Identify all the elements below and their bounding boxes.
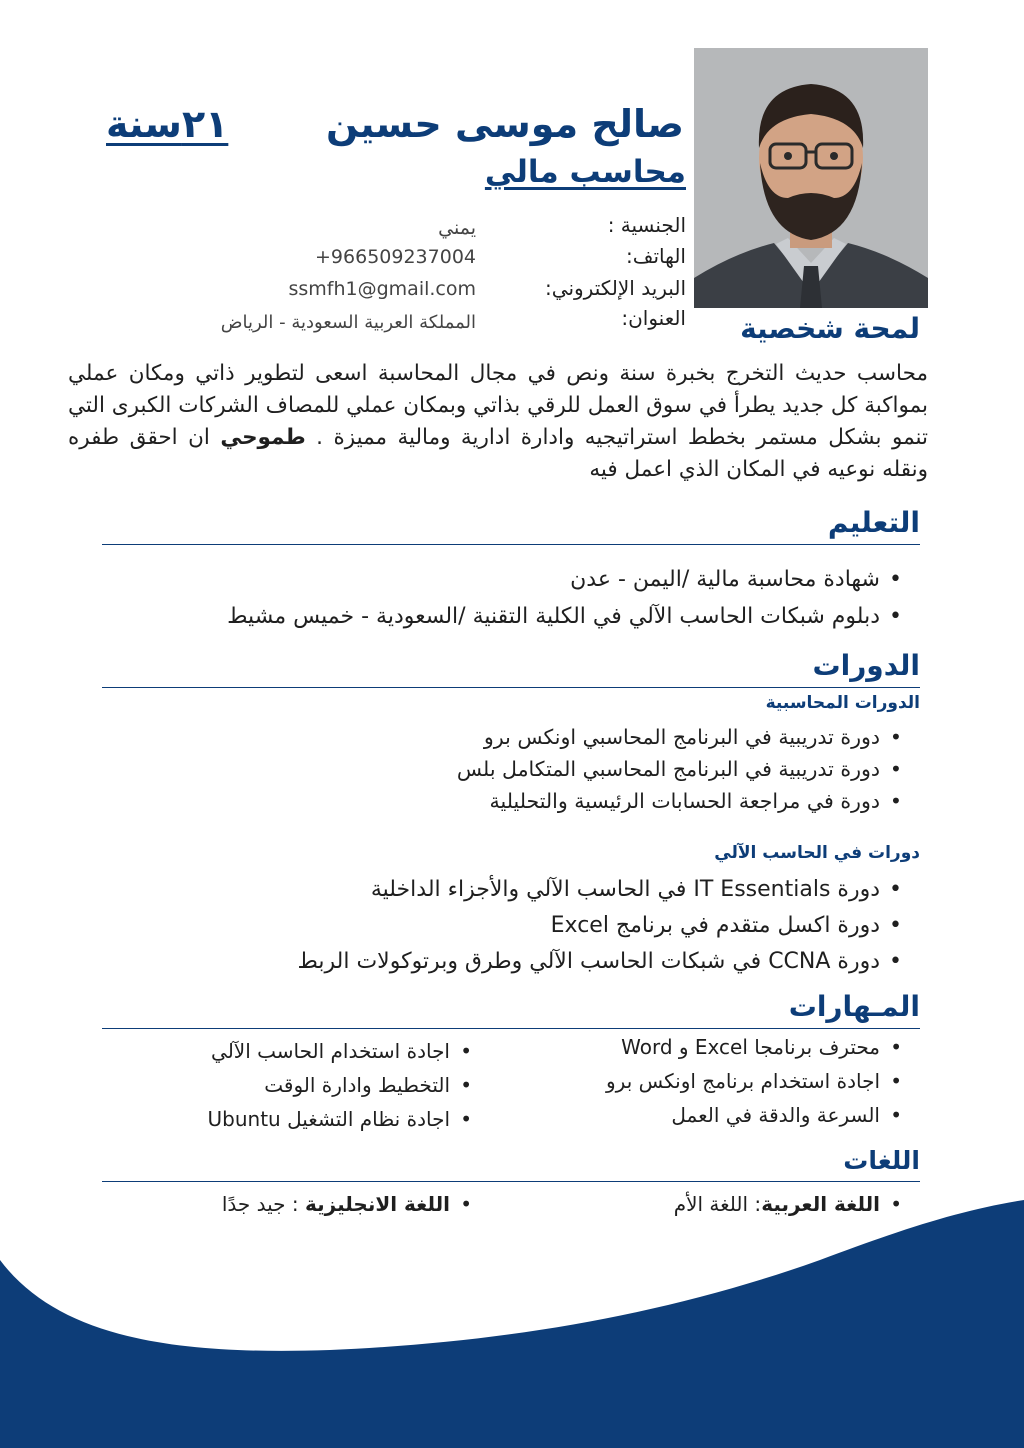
education-title: التعليم	[827, 506, 920, 539]
computer-courses-list	[298, 872, 906, 980]
language-name: اللغة العربية	[761, 1192, 880, 1216]
candidate-name: صالح موسى حسين	[325, 102, 684, 146]
language-level: جيد جدًا	[221, 1192, 286, 1216]
skills-divider	[102, 1028, 920, 1029]
languages-title: اللغات	[843, 1146, 920, 1175]
job-title: محاسب مالي	[484, 154, 686, 190]
nationality-value: يمني	[438, 217, 476, 239]
skill-item: • اجادة استخدام الحاسب الآلي	[208, 1034, 476, 1068]
skill-item: • التخطيط وادارة الوقت	[208, 1068, 476, 1102]
summary-text-after: ان احقق طفره ونقله نوعيه في المكان الذي اعمل فيه	[68, 425, 928, 482]
phone-value: +966509237004	[315, 246, 476, 268]
skills-list-left	[208, 1034, 476, 1136]
footer-wave	[0, 1190, 1024, 1448]
candidate-age: ٢١سنة	[106, 102, 229, 146]
summary-title: لمحة شخصية	[740, 312, 920, 345]
accounting-courses-list	[457, 721, 906, 817]
skill-item: • اجادة استخدام برنامج اونكس برو	[606, 1064, 906, 1098]
education-divider	[102, 544, 920, 545]
education-list	[227, 561, 906, 635]
course-item: • دورة CCNA في شبكات الحاسب الآلي وطرق وبرتوكولات الربط	[298, 944, 906, 980]
course-item: • دورة تدريبية في البرنامج المحاسبي المتكامل بلس	[457, 753, 906, 785]
summary-text-before: محاسب حديث التخرج بخبرة سنة ونص في مجال المحاسبة اسعى لتطوير ذاتي ومكان عملي بمواكبة كل جديد يطرأ في سوق العمل للرقي بذاتي وبمكان عملي للمصاف الشركات الكبرى التي تنمو بشكل مستمر بخطط استراتيجيه وادارة ادارية ومالية مميزة .	[68, 361, 928, 450]
computer-courses-title: دورات في الحاسب الآلي	[714, 843, 920, 863]
courses-divider	[102, 687, 920, 688]
language-level: اللغة الأم	[673, 1192, 749, 1216]
skill-item: • اجادة نظام التشغيل Ubuntu	[208, 1102, 476, 1136]
education-item: • دبلوم شبكات الحاسب الآلي في الكلية التقنية /السعودية - خميس مشيط	[227, 598, 906, 635]
education-item: • شهادة محاسبة مالية /اليمن - عدن	[227, 561, 906, 598]
email-label: البريد الإلكتروني:	[545, 276, 686, 300]
language-separator: :	[748, 1192, 762, 1216]
summary-text	[68, 358, 928, 486]
language-name: اللغة الانجليزية	[305, 1192, 450, 1216]
course-item: • دورة في مراجعة الحسابات الرئيسية والتحليلية	[457, 785, 906, 817]
profile-photo	[694, 48, 928, 308]
accounting-courses-title: الدورات المحاسبية	[765, 693, 920, 713]
courses-title: الدورات	[812, 649, 920, 682]
phone-label: الهاتف:	[626, 244, 686, 268]
nationality-label: الجنسية :	[607, 213, 686, 237]
person-photo-icon	[694, 48, 928, 308]
skill-item: • السرعة والدقة في العمل	[606, 1098, 906, 1132]
language-separator: :	[285, 1192, 305, 1216]
skills-list-right	[606, 1030, 906, 1132]
summary-highlight: طموحي	[220, 425, 306, 450]
skills-title: المـهارات	[788, 990, 920, 1023]
course-item: • دورة تدريبية في البرنامج المحاسبي اونكس برو	[457, 721, 906, 753]
course-item: • دورة اكسل متقدم في برنامج Excel	[298, 908, 906, 944]
languages-divider	[102, 1181, 920, 1182]
skill-item: • محترف برنامجا Excel و Word	[606, 1030, 906, 1064]
course-item: • دورة IT Essentials في الحاسب الآلي والأجزاء الداخلية	[298, 872, 906, 908]
email-value: ssmfh1@gmail.com	[288, 278, 476, 300]
address-label: العنوان:	[621, 306, 686, 330]
address-value: المملكة العربية السعودية - الرياض	[220, 312, 476, 333]
